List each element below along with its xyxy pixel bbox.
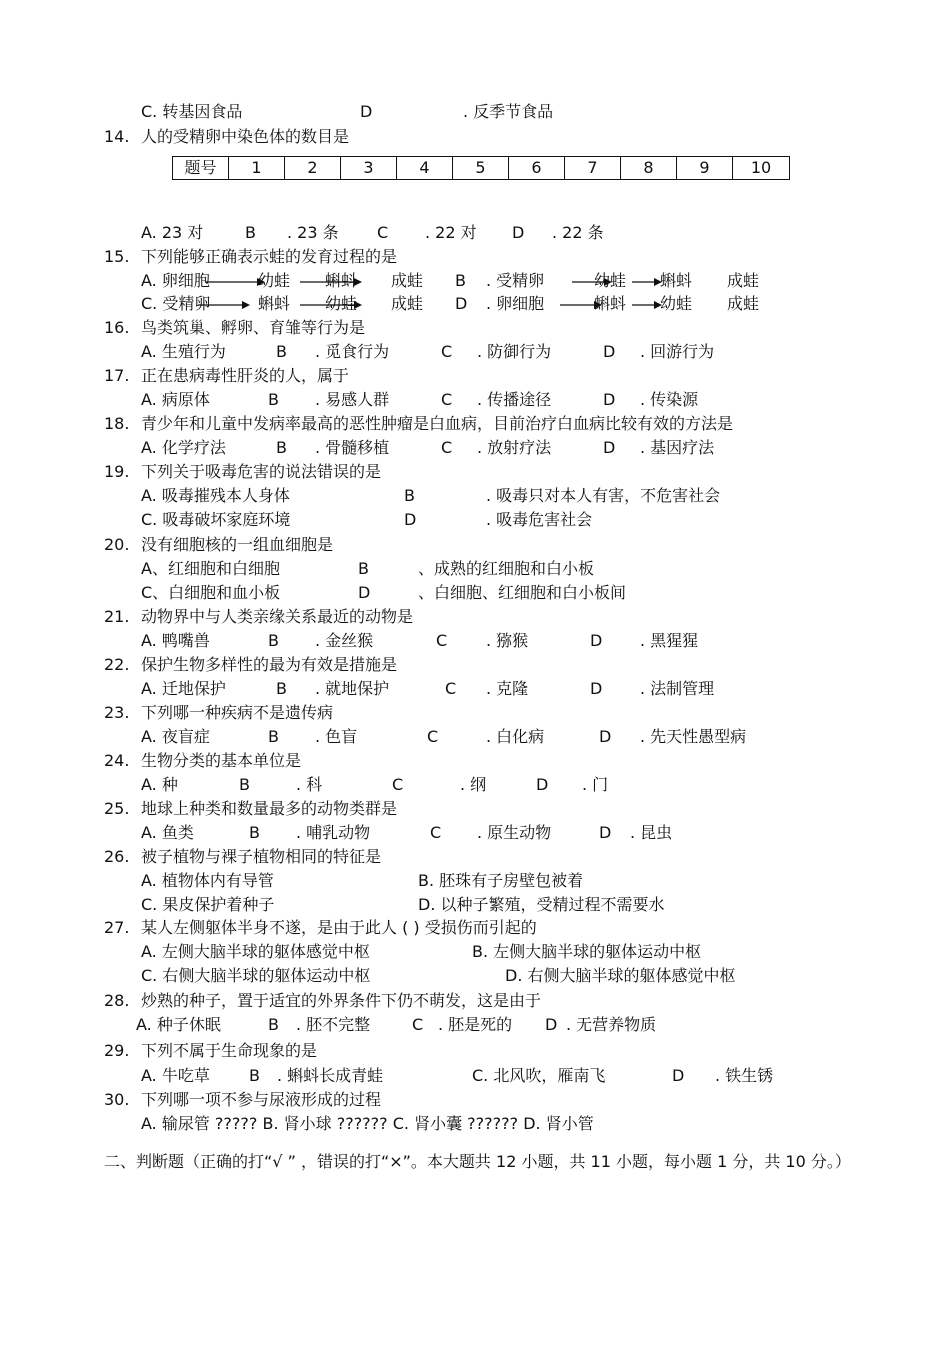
q29-option-c: C. 北风吹，雁南飞 bbox=[472, 1066, 606, 1085]
q14-number: 14. bbox=[104, 127, 130, 146]
q22-stem: 保护生物多样性的最为有效是措施是 bbox=[141, 655, 398, 674]
q17-option-d: . 传染源 bbox=[640, 390, 699, 409]
q26-number: 26. bbox=[104, 847, 130, 866]
q27-stem: 某人左侧躯体半身不遂，是由于此人 ( ) 受损伤而引起的 bbox=[141, 918, 537, 937]
q29-letter-b: B bbox=[249, 1066, 260, 1085]
q25-letter-b: B bbox=[249, 823, 260, 842]
q16-option-b: . 觅食行为 bbox=[315, 342, 390, 361]
arrow-icon bbox=[632, 294, 662, 314]
q23-stem: 下列哪一种疾病不是遗传病 bbox=[141, 703, 334, 722]
q15-stem: 下列能够正确表示蛙的发育过程的是 bbox=[141, 247, 398, 266]
q15-option-c: C. 受精卵 bbox=[141, 294, 211, 313]
q20-option-c: C、白细胞和血小板 bbox=[141, 583, 281, 602]
q20-option-d: 、白细胞、红细胞和白小板间 bbox=[418, 583, 627, 602]
q24-stem: 生物分类的基本单位是 bbox=[141, 751, 302, 770]
q28-letter-d: D bbox=[545, 1015, 558, 1034]
q16-letter-d: D bbox=[603, 342, 616, 361]
score-cell: 10 bbox=[733, 157, 790, 180]
q19-letter-d: D bbox=[404, 510, 417, 529]
q20-option-a: A、红细胞和白细胞 bbox=[141, 559, 280, 578]
q16-option-a: A. 生殖行为 bbox=[141, 342, 226, 361]
q25-option-b: . 哺乳动物 bbox=[296, 823, 371, 842]
q21-option-a: A. 鸭嘴兽 bbox=[141, 631, 210, 650]
q27-option-b: B. 左侧大脑半球的躯体运动中枢 bbox=[472, 942, 702, 961]
q28-stem: 炒熟的种子，置于适宜的外界条件下仍不萌发，这是由于 bbox=[141, 991, 542, 1010]
q27-option-d: D. 右侧大脑半球的躯体感觉中枢 bbox=[505, 966, 736, 985]
q19-letter-b: B bbox=[404, 486, 415, 505]
q23-option-d: . 先天性愚型病 bbox=[640, 727, 747, 746]
q17-stem: 正在患病毒性肝炎的人，属于 bbox=[141, 366, 350, 385]
q18-option-d: . 基因疗法 bbox=[640, 438, 715, 457]
score-cell: 2 bbox=[285, 157, 341, 180]
q21-option-b: . 金丝猴 bbox=[315, 631, 374, 650]
q24-number: 24. bbox=[104, 751, 130, 770]
q20-number: 20. bbox=[104, 535, 130, 554]
q20-letter-d: D bbox=[358, 583, 371, 602]
q18-option-c: . 放射疗法 bbox=[477, 438, 552, 457]
q24-option-a: A. 种 bbox=[141, 775, 178, 794]
q27-option-a: A. 左侧大脑半球的躯体感觉中枢 bbox=[141, 942, 370, 961]
q15-letter-b: B bbox=[455, 271, 466, 290]
q29-option-a: A. 牛吃草 bbox=[141, 1066, 210, 1085]
q25-letter-d: D bbox=[599, 823, 612, 842]
q19-option-c: C. 吸毒破坏家庭环境 bbox=[141, 510, 291, 529]
q15a-stage-3: 蝌蚪 bbox=[325, 271, 358, 290]
q28-option-d: . 无营养物质 bbox=[566, 1015, 657, 1034]
q19-number: 19. bbox=[104, 462, 130, 481]
score-cell: 题号 bbox=[173, 157, 229, 180]
q18-option-b: . 骨髓移植 bbox=[315, 438, 390, 457]
q24-option-d: . 门 bbox=[582, 775, 609, 794]
q26-option-d: D. 以种子繁殖，受精过程不需要水 bbox=[418, 895, 665, 914]
q15d-stage-2: 蝌蚪 bbox=[594, 294, 627, 313]
q21-number: 21. bbox=[104, 607, 130, 626]
q22-option-d: . 法制管理 bbox=[640, 679, 715, 698]
q15c-stage-3: 幼蛙 bbox=[325, 294, 358, 313]
q29-letter-d: D bbox=[672, 1066, 685, 1085]
q14-letter-c: C bbox=[377, 223, 389, 242]
section-two-heading: 二、判断题（正确的打“√ ” ，错误的打“×”。本大题共 12 小题，共 11 小题，每小题 1 分，共 10 分。） bbox=[104, 1152, 851, 1171]
q23-option-a: A. 夜盲症 bbox=[141, 727, 210, 746]
q13-option-d-letter: D bbox=[360, 102, 373, 121]
q15a-stage-2: 幼蛙 bbox=[258, 271, 291, 290]
q20-stem: 没有细胞核的一组血细胞是 bbox=[141, 535, 334, 554]
score-cell: 9 bbox=[677, 157, 733, 180]
q15-number: 15. bbox=[104, 247, 130, 266]
q26-stem: 被子植物与裸子植物相同的特征是 bbox=[141, 847, 382, 866]
q25-stem: 地球上种类和数量最多的动物类群是 bbox=[141, 799, 398, 818]
q29-option-b: . 蝌蚪长成青蛙 bbox=[277, 1066, 384, 1085]
q27-option-c: C. 右侧大脑半球的躯体运动中枢 bbox=[141, 966, 371, 985]
q14-option-b: . 23 条 bbox=[287, 223, 339, 242]
q25-option-d: . 昆虫 bbox=[630, 823, 673, 842]
q29-stem: 下列不属于生命现象的是 bbox=[141, 1041, 318, 1060]
q15b-stage-4: 成蛙 bbox=[727, 271, 760, 290]
q25-option-a: A. 鱼类 bbox=[141, 823, 194, 842]
q15d-stage-4: 成蛙 bbox=[727, 294, 760, 313]
q23-option-c: . 白化病 bbox=[486, 727, 545, 746]
q15-option-b: . 受精卵 bbox=[486, 271, 545, 290]
q14-option-d: . 22 条 bbox=[552, 223, 604, 242]
q20-letter-b: B bbox=[358, 559, 369, 578]
score-table bbox=[172, 156, 790, 180]
q29-number: 29. bbox=[104, 1041, 130, 1060]
q28-option-b: . 胚不完整 bbox=[296, 1015, 371, 1034]
q23-letter-b: B bbox=[268, 727, 279, 746]
q15c-stage-4: 成蛙 bbox=[391, 294, 424, 313]
q14-stem: 人的受精卵中染色体的数目是 bbox=[141, 127, 350, 146]
q21-letter-d: D bbox=[590, 631, 603, 650]
q17-option-a: A. 病原体 bbox=[141, 390, 210, 409]
q22-option-a: A. 迁地保护 bbox=[141, 679, 226, 698]
q28-number: 28. bbox=[104, 991, 130, 1010]
q15-option-a: A. 卵细胞 bbox=[141, 271, 210, 290]
q17-number: 17. bbox=[104, 366, 130, 385]
q18-letter-c: C bbox=[441, 438, 453, 457]
q27-number: 27. bbox=[104, 918, 130, 937]
q19-option-d: . 吸毒危害社会 bbox=[486, 510, 593, 529]
score-cell: 1 bbox=[229, 157, 285, 180]
q21-option-d: . 黑猩猩 bbox=[640, 631, 699, 650]
q30-number: 30. bbox=[104, 1090, 130, 1109]
arrow-icon bbox=[632, 271, 662, 291]
q24-option-c: . 纲 bbox=[460, 775, 487, 794]
q14-letter-b: B bbox=[245, 223, 256, 242]
q17-option-b: . 易感人群 bbox=[315, 390, 390, 409]
score-cell: 5 bbox=[453, 157, 509, 180]
q13-option-d: . 反季节食品 bbox=[463, 102, 554, 121]
q15-letter-d: D bbox=[455, 294, 468, 313]
q15b-stage-2: 幼蛙 bbox=[594, 271, 627, 290]
q16-option-c: . 防御行为 bbox=[477, 342, 552, 361]
q15-option-d: . 卵细胞 bbox=[486, 294, 545, 313]
q25-number: 25. bbox=[104, 799, 130, 818]
q16-letter-c: C bbox=[441, 342, 453, 361]
q26-option-b: B. 胚珠有子房壁包被着 bbox=[418, 871, 584, 890]
q18-letter-d: D bbox=[603, 438, 616, 457]
q25-option-c: . 原生动物 bbox=[477, 823, 552, 842]
q28-letter-c: C bbox=[412, 1015, 424, 1034]
q22-option-b: . 就地保护 bbox=[315, 679, 390, 698]
q17-letter-d: D bbox=[603, 390, 616, 409]
q28-option-c: . 胚是死的 bbox=[438, 1015, 513, 1034]
q14-option-a: A. 23 对 bbox=[141, 223, 204, 242]
q28-option-a: A. 种子休眠 bbox=[136, 1015, 221, 1034]
q24-option-b: . 科 bbox=[296, 775, 323, 794]
q15c-stage-2: 蝌蚪 bbox=[258, 294, 291, 313]
q16-stem: 鸟类筑巢、孵卵、育雏等行为是 bbox=[141, 318, 366, 337]
q23-letter-c: C bbox=[427, 727, 439, 746]
q20-option-b: 、成熟的红细胞和白小板 bbox=[418, 559, 595, 578]
arrow-icon bbox=[198, 294, 250, 314]
q14-letter-d: D bbox=[512, 223, 525, 242]
q22-number: 22. bbox=[104, 655, 130, 674]
score-cell: 6 bbox=[509, 157, 565, 180]
q26-option-c: C. 果皮保护着种子 bbox=[141, 895, 275, 914]
q18-letter-b: B bbox=[276, 438, 287, 457]
q18-stem: 青少年和儿童中发病率最高的恶性肿瘤是白血病，目前治疗白血病比较有效的方法是 bbox=[141, 414, 734, 433]
q24-letter-b: B bbox=[239, 775, 250, 794]
q15a-stage-4: 成蛙 bbox=[391, 271, 424, 290]
q30-options: A. 输尿管 ????? B. 肾小球 ?????? C. 肾小囊 ?????? D. 肾小管 bbox=[141, 1114, 594, 1133]
q16-letter-b: B bbox=[276, 342, 287, 361]
arrow-icon bbox=[205, 271, 265, 291]
q19-option-b: . 吸毒只对本人有害，不危害社会 bbox=[486, 486, 721, 505]
q22-option-c: . 克隆 bbox=[486, 679, 529, 698]
q13-option-c: C. 转基因食品 bbox=[141, 102, 243, 121]
q23-option-b: . 色盲 bbox=[315, 727, 358, 746]
q21-stem: 动物界中与人类亲缘关系最近的动物是 bbox=[141, 607, 414, 626]
q17-letter-c: C bbox=[441, 390, 453, 409]
q18-number: 18. bbox=[104, 414, 130, 433]
score-table-row bbox=[173, 157, 790, 180]
score-cell: 7 bbox=[565, 157, 621, 180]
q24-letter-c: C bbox=[392, 775, 404, 794]
q19-option-a: A. 吸毒摧残本人身体 bbox=[141, 486, 290, 505]
q30-stem: 下列哪一项不参与尿液形成的过程 bbox=[141, 1090, 382, 1109]
q15d-stage-3: 幼蛙 bbox=[660, 294, 693, 313]
q26-option-a: A. 植物体内有导管 bbox=[141, 871, 274, 890]
q21-letter-c: C bbox=[436, 631, 448, 650]
q14-option-c: . 22 对 bbox=[425, 223, 477, 242]
q17-option-c: . 传播途径 bbox=[477, 390, 552, 409]
q28-letter-b: B bbox=[268, 1015, 279, 1034]
score-cell: 8 bbox=[621, 157, 677, 180]
q17-letter-b: B bbox=[268, 390, 279, 409]
q19-stem: 下列关于吸毒危害的说法错误的是 bbox=[141, 462, 382, 481]
q22-letter-b: B bbox=[276, 679, 287, 698]
score-cell: 3 bbox=[341, 157, 397, 180]
q29-option-d: . 铁生锈 bbox=[715, 1066, 774, 1085]
q24-letter-d: D bbox=[536, 775, 549, 794]
q16-number: 16. bbox=[104, 318, 130, 337]
q23-letter-d: D bbox=[599, 727, 612, 746]
q16-option-d: . 回游行为 bbox=[640, 342, 715, 361]
q15b-stage-3: 蝌蚪 bbox=[660, 271, 693, 290]
q22-letter-d: D bbox=[590, 679, 603, 698]
q23-number: 23. bbox=[104, 703, 130, 722]
score-cell: 4 bbox=[397, 157, 453, 180]
q22-letter-c: C bbox=[445, 679, 457, 698]
q21-option-c: . 猕猴 bbox=[486, 631, 529, 650]
q18-option-a: A. 化学疗法 bbox=[141, 438, 226, 457]
q25-letter-c: C bbox=[430, 823, 442, 842]
q21-letter-b: B bbox=[268, 631, 279, 650]
